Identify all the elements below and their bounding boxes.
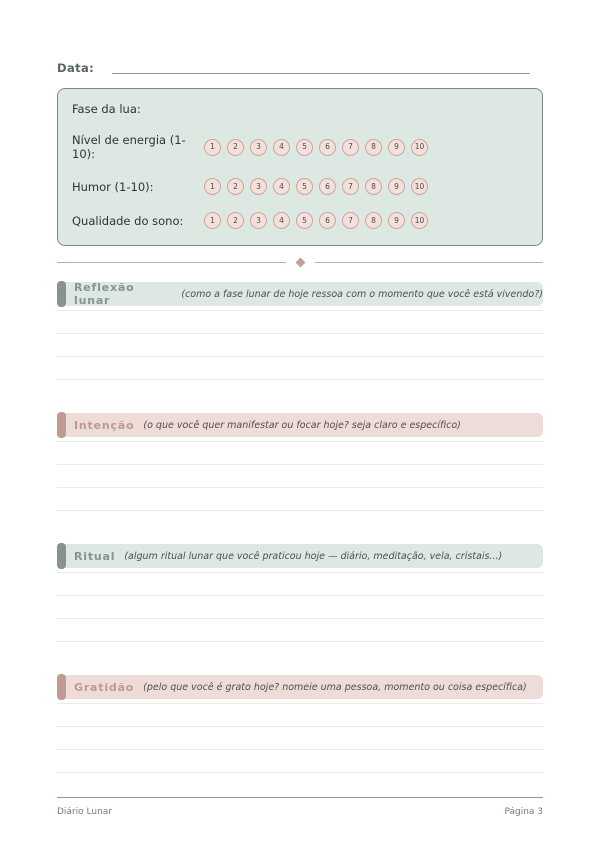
- section-header-gratidao: [57, 675, 543, 699]
- section-gratidao: [57, 675, 543, 773]
- section-accent-bar: [57, 674, 66, 700]
- writing-lines: [57, 699, 543, 773]
- writing-line: [57, 573, 543, 596]
- section-title: Ritual: [74, 549, 116, 563]
- rating-circle-7[interactable]: 7: [342, 178, 359, 195]
- diamond-icon: [295, 258, 305, 268]
- rating-rows: [72, 133, 528, 229]
- rating-label: Humor (1-10):: [72, 179, 154, 194]
- rating-circle-7[interactable]: 7: [342, 139, 359, 156]
- rating-circle-5[interactable]: 5: [296, 212, 313, 229]
- writing-line: [57, 442, 543, 465]
- section-divider: [57, 258, 543, 267]
- writing-line: [57, 334, 543, 357]
- rating-circle-9[interactable]: 9: [388, 178, 405, 195]
- rating-circle-4[interactable]: 4: [273, 212, 290, 229]
- rating-circle-6[interactable]: 6: [319, 178, 336, 195]
- writing-line: [57, 750, 543, 773]
- rating-circle-6[interactable]: 6: [319, 139, 336, 156]
- section-title: Intenção: [74, 418, 135, 432]
- rating-circle-1[interactable]: 1: [204, 139, 221, 156]
- rating-row-2: [72, 178, 528, 195]
- rating-circle-1[interactable]: 1: [204, 212, 221, 229]
- rating-circle-5[interactable]: 5: [296, 139, 313, 156]
- section-hint: (pelo que você é grato hoje? nomeie uma pessoa, momento ou coisa específica): [143, 681, 527, 693]
- writing-line: [57, 727, 543, 750]
- section-header-ritual: [57, 544, 543, 568]
- section-hint: (como a fase lunar de hoje ressoa com o momento que você está vivendo?): [181, 288, 543, 300]
- rating-circle-6[interactable]: 6: [319, 212, 336, 229]
- rating-scale: [204, 212, 428, 229]
- section-hint: (o que você quer manifestar ou focar hoje? seja claro e específico): [143, 419, 461, 431]
- rating-circle-4[interactable]: 4: [273, 178, 290, 195]
- section-intencao: [57, 413, 543, 511]
- date-write-in-line[interactable]: [112, 62, 530, 74]
- rating-label: Qualidade do sono:: [72, 213, 184, 228]
- rating-circle-10[interactable]: 10: [411, 139, 428, 156]
- writing-lines: [57, 568, 543, 642]
- rating-circle-2[interactable]: 2: [227, 178, 244, 195]
- rating-circle-1[interactable]: 1: [204, 178, 221, 195]
- rating-circle-4[interactable]: 4: [273, 139, 290, 156]
- section-accent-bar: [57, 412, 66, 438]
- rating-circle-3[interactable]: 3: [250, 212, 267, 229]
- rating-circle-5[interactable]: 5: [296, 178, 313, 195]
- moon-phase-label: Fase da lua:: [72, 102, 141, 116]
- section-title: Reflexão lunar: [74, 281, 135, 307]
- writing-line: [57, 465, 543, 488]
- writing-line: [57, 311, 543, 334]
- date-row: [57, 58, 543, 75]
- writing-lines: [57, 306, 543, 380]
- writing-line: [57, 704, 543, 727]
- rating-circle-9[interactable]: 9: [388, 212, 405, 229]
- rating-circle-8[interactable]: 8: [365, 212, 382, 229]
- rating-circle-8[interactable]: 8: [365, 178, 382, 195]
- rating-circle-9[interactable]: 9: [388, 139, 405, 156]
- rating-circle-7[interactable]: 7: [342, 212, 359, 229]
- rating-scale: [204, 139, 428, 156]
- section-accent-bar: [57, 281, 66, 307]
- footer-page-number: Página 3: [504, 807, 543, 817]
- rating-circle-3[interactable]: 3: [250, 178, 267, 195]
- section-header-reflexao-lunar: [57, 282, 543, 306]
- rating-circle-3[interactable]: 3: [250, 139, 267, 156]
- rating-circle-8[interactable]: 8: [365, 139, 382, 156]
- rating-row-1: [72, 133, 528, 161]
- writing-line: [57, 357, 543, 380]
- section-header-intencao: [57, 413, 543, 437]
- date-label: Data:: [57, 61, 95, 75]
- sections: [57, 282, 543, 773]
- divider-line-right: [315, 262, 544, 263]
- section-hint: (algum ritual lunar que você praticou hoje — diário, meditação, vela, cristais...): [124, 550, 503, 562]
- rating-circle-10[interactable]: 10: [411, 178, 428, 195]
- writing-lines: [57, 437, 543, 511]
- rating-scale: [204, 178, 428, 195]
- page-footer: [57, 797, 543, 817]
- footer-document-title: Diário Lunar: [57, 807, 112, 817]
- section-ritual: [57, 544, 543, 642]
- rating-circle-2[interactable]: 2: [227, 139, 244, 156]
- writing-line: [57, 488, 543, 511]
- mood-tracker-box: [57, 88, 543, 246]
- divider-line-left: [57, 262, 286, 263]
- writing-line: [57, 619, 543, 642]
- rating-label: Nível de energia (1-10):: [72, 133, 186, 161]
- section-title: Gratidão: [74, 680, 135, 694]
- section-accent-bar: [57, 543, 66, 569]
- section-reflexao-lunar: [57, 282, 543, 380]
- rating-circle-2[interactable]: 2: [227, 212, 244, 229]
- writing-line: [57, 596, 543, 619]
- rating-row-3: [72, 212, 528, 229]
- rating-circle-10[interactable]: 10: [411, 212, 428, 229]
